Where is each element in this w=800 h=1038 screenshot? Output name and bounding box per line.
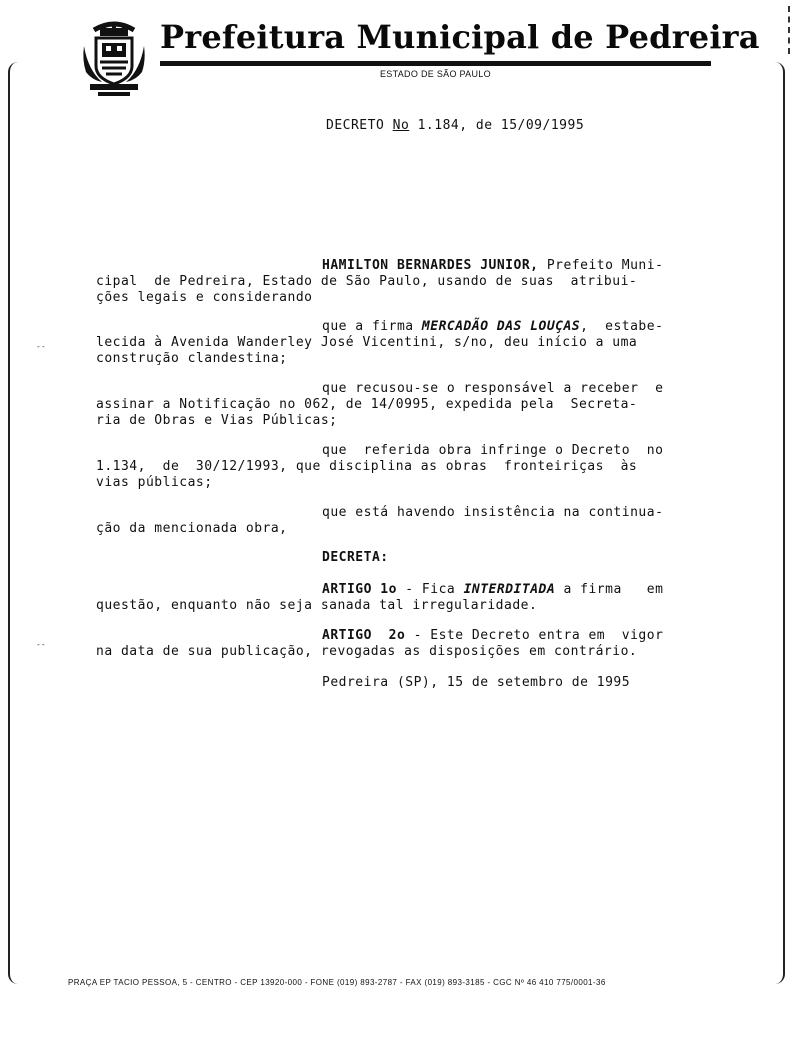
decree-heading	[326, 118, 584, 133]
article-1-line-2: questão, enquanto não seja sanada tal irregularidade.	[96, 598, 538, 613]
paragraph-2-line-2: lecida à Avenida Wanderley José Vicentini, s/no, deu início a uma	[96, 335, 638, 350]
paragraph-4-line-2: 1.134, de 30/12/1993, que disciplina as obras fronteiriças às	[96, 459, 638, 474]
closing-date: Pedreira (SP), 15 de setembro de 1995	[322, 675, 631, 690]
article-1-interdicted: INTERDITADA	[463, 582, 556, 597]
edge-scan-marks	[788, 6, 792, 54]
firm-name: MERCADÃO DAS LOUÇAS	[421, 319, 581, 334]
paragraph-1-line-2: cipal de Pedreira, Estado de São Paulo, usando de suas atribui-	[96, 274, 638, 289]
paragraph-5-line-2: ção da mencionada obra,	[96, 521, 288, 536]
article-2-line-2: na data de sua publicação, revogadas as disposições em contrário.	[96, 644, 638, 659]
article-1-lead: - Fica	[396, 582, 464, 597]
paragraph-3-line-2: assinar a Notificação no 062, de 14/0995, expedida pela Secreta-	[96, 397, 638, 412]
mayor-name: HAMILTON BERNARDES JUNIOR,	[322, 258, 539, 273]
paragraph-2-tail: , estabe-	[580, 319, 664, 334]
article-1-line-1	[322, 582, 663, 597]
paragraph-2-line-3: construção clandestina;	[96, 351, 288, 366]
letterhead-state: ESTADO DE SÃO PAULO	[380, 69, 491, 79]
decree-number-sign: No	[392, 118, 410, 133]
paragraph-1-line-3: ções legais e considerando	[96, 290, 313, 305]
municipal-crest-icon	[80, 16, 148, 98]
paragraph-2-lead: que a firma	[322, 319, 422, 334]
decree-prefix: DECRETO	[326, 118, 393, 133]
paragraph-4-line-1: que referida obra infringe o Decreto no	[322, 443, 664, 458]
paragraph-3-line-1: que recusou-se o responsável a receber e	[322, 381, 664, 396]
footer-address: PRAÇA EP TACIO PESSOA, 5 - CENTRO - CEP 13920-000 - FONE (019) 893-2787 - FAX (019) 893-3185 - CGC Nº 46 410 775/0001-36	[68, 978, 606, 987]
article-2-label: ARTIGO 2o	[322, 628, 406, 643]
letterhead-title: Prefeitura Municipal de Pedreira	[160, 18, 760, 56]
paragraph-2-line-1	[322, 319, 663, 334]
margin-mark-2: --	[36, 640, 46, 649]
article-1-tail: a firma em	[555, 582, 664, 597]
margin-mark-1: --	[36, 342, 46, 351]
paragraph-4-line-3: vias públicas;	[96, 475, 213, 490]
paragraph-5-line-1: que está havendo insistência na continua-	[322, 505, 664, 520]
article-1-label: ARTIGO 1o	[322, 582, 397, 597]
article-2-line-1	[322, 628, 663, 643]
paragraph-3-line-3: ria de Obras e Vias Públicas;	[96, 413, 338, 428]
article-2-rest: - Este Decreto entra em vigor	[405, 628, 664, 643]
decree-number: 1.184, de 15/09/1995	[409, 118, 585, 133]
mayor-title: Prefeito Muni-	[538, 258, 664, 273]
paragraph-1-line-1	[322, 258, 663, 273]
title-underline	[160, 61, 711, 66]
decreta-heading: DECRETA:	[322, 550, 389, 565]
